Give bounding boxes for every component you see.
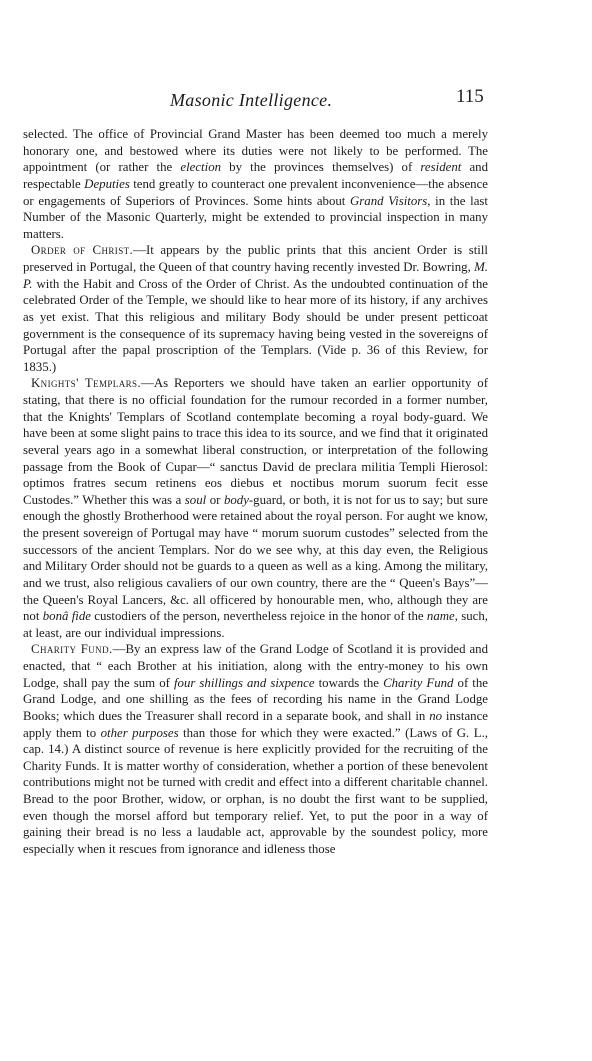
italic-run: Charity Fund <box>383 675 454 690</box>
italic-run: no <box>429 708 443 723</box>
text-run: —As Reporters we should have taken an earlier opportunity of stating, that there is no official foundation for the rumour recorded in a former number, that the Knights' Templars of Scotland contemplate becoming a royal body-guard. We have been at some slight pains to trace this idea to its source, and we find that it originated several years ago in a somewhat liberal construction, or interpretation of the following passage from the Book of Cupar—“ sanctus David de preclara militia Templi Hierosol: optimos fratres secum retinens eos diebus et noctibus morum suorum fecit esse Custodes.” Whether this was a <box>23 376 488 507</box>
section-heading: Order of Christ. <box>31 243 134 258</box>
italic-run: bonâ fide <box>42 609 91 624</box>
paragraph-order-of-christ <box>23 242 488 375</box>
text-run: instance apply them to <box>23 708 488 740</box>
text-run: selected. The office of Provincial Grand Master has been deemed too much a merely honorary one, and bestowed where its duties were not likely to be performed. The appointment (or rather the <box>23 127 488 175</box>
text-run: towards the <box>314 675 384 690</box>
italic-run: Grand Visitors <box>350 193 428 208</box>
text-run: and respectable <box>23 160 488 191</box>
article-body <box>23 126 488 858</box>
italic-run: resident <box>420 160 462 175</box>
text-run: or <box>206 492 224 507</box>
text-run: -guard, or both, it is not for us to say; but sure enough the ghostly Brotherhood were retained about the royal person. For aught we know, the present sovereign of Portugal may have “ morum suorum custodes” selected from the successors of the ancient Templars. Nor do we see why, at this day even, the Religious and Military Order should not be guards to a queen as well as a king. Among the military, and we trust, also religious cavaliers of our own country, there are the “ Queen's Bays”—the Queen's Royal Lancers, &c. all officered by honourable men, who, although they are not <box>23 492 488 624</box>
italic-run: soul <box>184 492 207 507</box>
paragraph-knights-templars <box>23 375 488 641</box>
italic-run: M. P. <box>23 260 488 291</box>
italic-run: name <box>426 609 455 624</box>
text-run: of the Grand Lodge, and one shilling as the fees of recording his name in the Grand Lodge Books; which dues the Treasurer shall record in a separate book, and shall in <box>23 675 488 723</box>
text-run: with the Habit and Cross of the Order of Christ. As the undoubted continuation of the celebrated Order of the Temple, we should like to hear more of its history, if any archives as yet exist. That this religious and military Body should be under present petticoat government is the consequence of its supremacy having being vested in the sovereigns of Portugal after the papal proscription of the Templars. (Vide p. 36 of this Review, for 1835.) <box>23 276 488 374</box>
text-run: —By an express law of the Grand Lodge of Scotland it is provided and enacted, that “ each Brother at his initiation, along with the entry-money to his own Lodge, shall pay the sum of <box>23 642 489 690</box>
page-number: 115 <box>456 86 484 107</box>
text-run: by the provinces themselves) of <box>221 160 421 175</box>
text-run: than those for which they were exacted.” (Laws of G. L., cap. 14.) A distinct source of revenue is here explicitly provided for the recruiting of the Charity Funds. It is matter worthy of consideration, whether a portion of these benevolent contributions might not be turned with credit and effect into a different charitable channel. Bread to the poor Brother, widow, or orphan, is no doubt the first want to be supplied, even though the morsel afford but temporary relief. Yet, to put the poor in a way of gaining their bread is no less a laudable act, approvable by the soundest policy, more especially when it rescues from ignorance and idleness those <box>23 725 489 856</box>
italic-run: election <box>180 160 222 175</box>
text-run: custodiers of the person, nevertheless rejoice in the honor of the <box>90 609 427 624</box>
italic-run: four shillings and sixpence <box>173 675 315 690</box>
italic-run: Deputies <box>84 176 130 191</box>
section-heading: Charity Fund. <box>31 642 113 657</box>
paragraph-charity-fund <box>23 641 488 857</box>
running-title: Masonic Intelligence. <box>170 90 333 110</box>
text-run: tend greatly to counteract one prevalent inconvenience—the absence or engagements of Superiors of Provinces. Some hints about <box>23 176 488 208</box>
page-header <box>0 86 592 114</box>
text-run: , in the last Number of the Masonic Quarterly, might be extended to provincial inspection in many matters. <box>23 193 488 241</box>
section-heading: Knights' Templars. <box>31 376 142 391</box>
italic-run: body <box>223 492 249 507</box>
text-run: , such, at least, are our individual impressions. <box>23 609 488 640</box>
paragraph-provincial-grand-master <box>23 126 488 242</box>
text-run: —It appears by the public prints that this ancient Order is still preserved in Portugal, the Queen of that country having recently invested Dr. Bowring, <box>23 243 488 274</box>
italic-run: other purposes <box>100 725 179 740</box>
